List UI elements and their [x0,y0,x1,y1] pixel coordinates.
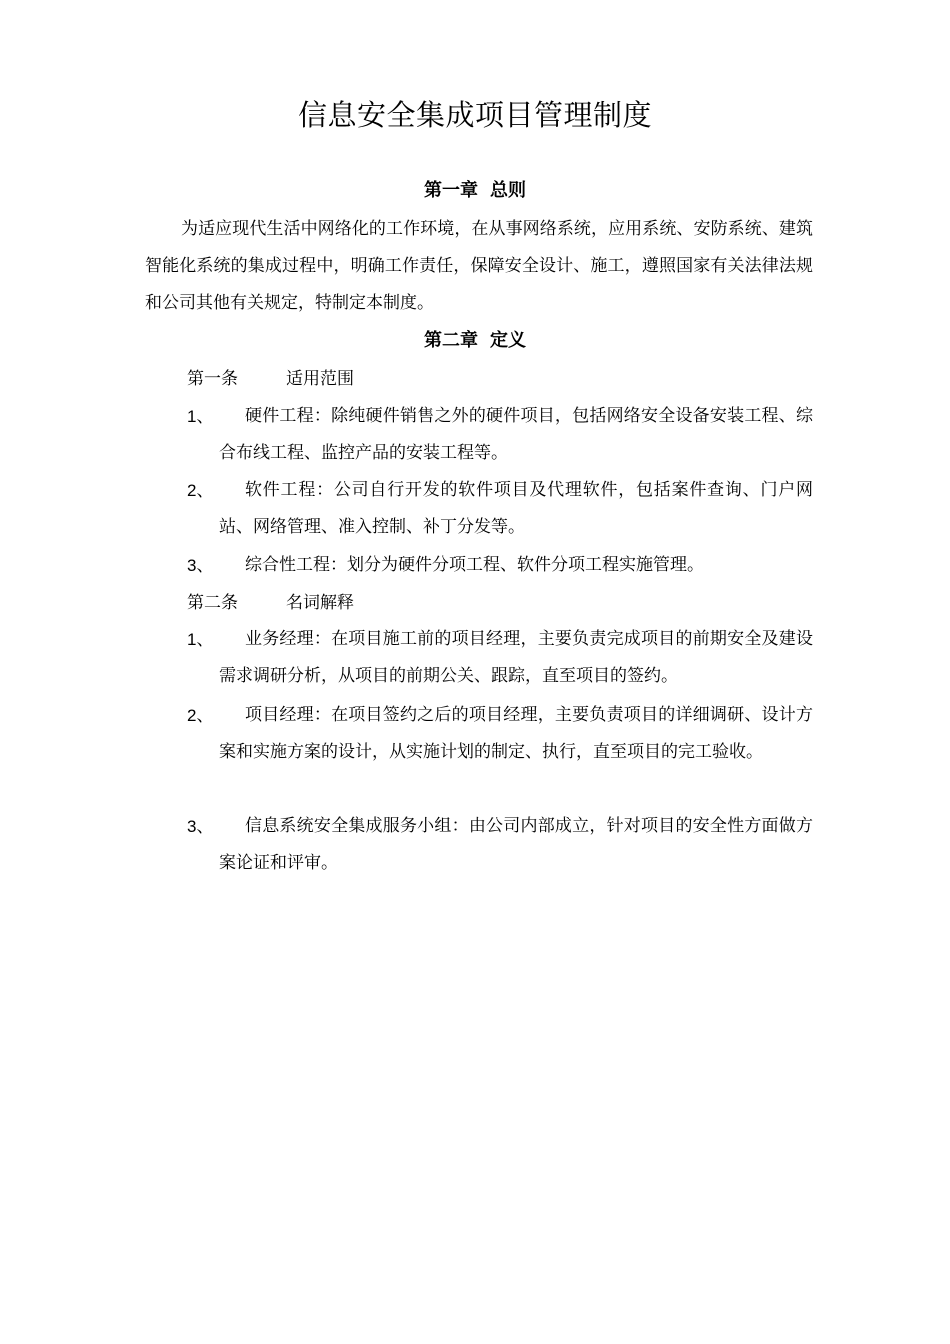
item-number: 2、 [187,481,214,500]
item-number: 3、 [187,556,214,575]
article-1-item-3 [187,547,813,584]
chapter-1-number: 第一章 [424,180,478,201]
article-2-heading [187,590,354,616]
item-number: 3、 [187,817,214,836]
item-number: 1、 [187,630,214,649]
chapter-2-number: 第二章 [424,330,478,351]
article-1-number: 第一条 [187,369,238,389]
document-title: 信息安全集成项目管理制度 [297,98,652,132]
item-number: 1、 [187,407,214,426]
chapter-1-paragraph: 为适应现代生活中网络化的工作环境，在从事网络系统，应用系统、安防系统、建筑智能化系统的集成过程中，明确工作责任，保障安全设计、施工，遵照国家有关法律法规和公司其他有关规定，特制定本制度。 [145,219,813,313]
article-1-heading [187,366,354,392]
article-1-name: 适用范围 [286,369,354,389]
article-2-name: 名词解释 [286,593,354,613]
article-2-number: 第二条 [187,593,238,613]
article-2-item-1 [187,621,813,695]
article-2-item-2 [187,697,813,771]
chapter-2-heading [0,328,950,354]
item-number: 2、 [187,706,214,725]
item-text: 硬件工程：除纯硬件销售之外的硬件项目，包括网络安全设备安装工程、综合布线工程、监控产品的安装工程等。 [219,406,813,463]
item-text: 软件工程：公司自行开发的软件项目及代理软件，包括案件查询、门户网站、网络管理、准入控制、补丁分发等。 [219,480,813,537]
item-text: 业务经理：在项目施工前的项目经理，主要负责完成项目的前期安全及建设需求调研分析，从项目的前期公关、跟踪，直至项目的签约。 [219,629,813,686]
chapter-1-name: 总则 [490,180,526,201]
article-1-item-2 [187,472,813,546]
item-text: 综合性工程：划分为硬件分项工程、软件分项工程实施管理。 [245,555,704,575]
chapter-2-name: 定义 [490,330,526,351]
item-text: 信息系统安全集成服务小组：由公司内部成立，针对项目的安全性方面做方案论证和评审。 [219,816,813,873]
chapter-1-heading [0,178,950,204]
article-2-item-3 [187,808,813,882]
article-1-item-1 [187,398,813,472]
item-text: 项目经理：在项目签约之后的项目经理，主要负责项目的详细调研、设计方案和实施方案的设计，从实施计划的制定、执行，直至项目的完工验收。 [219,705,813,762]
